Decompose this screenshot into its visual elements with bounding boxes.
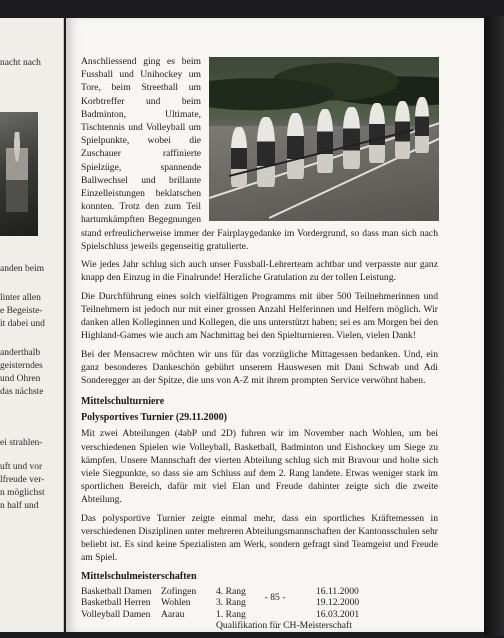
paragraph-5: Mit zwei Abteilungen (4abP und 2D) fuhren wir im November nach Wohlen, um bei verschiedenen Spielen wie Volleyball, Basketball, Badminton und Eishockey um Siege zu kämpfen. Unsere Mannschaft der vierten Abteilung schlug sich mit Bravour und holte sich viele Siegpunkte, so dass sie am Schluss auf dem 2. Rang landete. Etwas weniger stark im sportlichen Bereich, dafür mit viel Elan und Freude dahinter zeigte sich die zweite Abteilung. bbox=[81, 428, 438, 506]
left-page-text-fragment: lfreude ver- bbox=[0, 475, 45, 485]
left-page-text-fragment: anderthalb bbox=[0, 348, 41, 358]
result-rank: 3. Rang bbox=[216, 597, 246, 609]
result-date: 19.12.2000 bbox=[316, 597, 360, 609]
left-page-text-fragment: n möglichst bbox=[0, 488, 45, 498]
left-page-text-fragment: uft und vor bbox=[0, 462, 43, 472]
result-sport: Volleyball Damen bbox=[81, 608, 151, 620]
left-page-text-fragment: anden beim bbox=[0, 264, 45, 274]
left-page bbox=[0, 18, 64, 632]
section-heading: Mittelschulturniere bbox=[81, 396, 165, 408]
result-date: 16.11.2000 bbox=[316, 585, 359, 597]
result-rank: 4. Rang bbox=[216, 585, 246, 597]
result-row bbox=[81, 609, 438, 621]
paragraph-2: Wie jedes Jahr schlug sich auch unser Fussball-Lehrerteam achtbar und verpasste nur ganz knapp den Einzug in die Finalrunde! Herzliche Gratulation zu der tollen Leistung. bbox=[81, 259, 438, 284]
left-page-text-fragment: e Begeiste- bbox=[0, 306, 43, 316]
left-page-photo bbox=[0, 112, 38, 236]
qualification-note: Qualifikation für CH-Meisterschaft bbox=[216, 620, 352, 632]
paragraph-1: Anschliessend ging es beim Fussball und Unihockey um Tore, beim Streetball um Korbtreffer und beim Badminton, Ultimate, Tischtennis und Volleyball um Spielpunkte, wobei die Zuschauer raffinierte Spielzüge, spannende Ballwechsel und brillante Einzelleistungen beklatschen konnten. Trotz den zum Teil hartumkämpften Begegnungen stand erfreulicherweise immer der Fairplaygedanke im Vordergrund, so dass man sich nach Spielschluss jeweils gegenseitig gratulierte. bbox=[81, 56, 438, 252]
subsection-heading: Polysportives Turnier (29.11.2000) bbox=[81, 412, 227, 424]
paragraph-6: Das polysportive Turnier zeigte einmal mehr, dass ein sportliches Kräftemessen in verschiedenen Disziplinen unter mehreren Abteilungsmannschaften der Kantonsschulen sehr beliebt ist. Es sind keine Spezialisten am Werk, sondern gefragt sind Teamgeist und Freude am Spiel. bbox=[81, 512, 438, 564]
article-body bbox=[81, 55, 438, 632]
result-sport: Basketball Herren bbox=[81, 597, 151, 609]
result-date: 16.03.2001 bbox=[316, 608, 360, 620]
result-rank: 1. Rang bbox=[216, 608, 246, 620]
left-page-text-fragment: ei strahlen- bbox=[0, 438, 43, 448]
result-sport: Basketball Damen bbox=[81, 585, 152, 597]
page-number: - 85 - bbox=[264, 592, 286, 603]
paragraph-3: Die Durchführung eines solch vielfältigen Programms mit über 500 Teilnehmerinnen und Teilnehmern ist jedoch nur mit einer grossen Anzahl Helferinnen und Helfern möglich. Wir danken allen Kolleginnen und Kollegen, die uns unterstützt haben; sei es am Morgen bei den Highland-Games wie auch am Nachmittag bei den Spielturnieren. Vielen, vielen Dank! bbox=[81, 290, 438, 342]
result-place: Aarau bbox=[161, 608, 185, 620]
paragraph-4: Bei der Mensacrew möchten wir uns für das vorzügliche Mittagessen bedanken. Und, ein ganz besonderes Dankeschön gebührt unserem Hauswesen mit Dani Schwab und Adi Sonderegger an der Spitze, die uns von A-Z mit ihrem prompten Service verwöhnt haben. bbox=[81, 348, 438, 387]
book-edge bbox=[484, 16, 504, 636]
sports-photo bbox=[209, 57, 439, 221]
left-page-text-fragment: geisterndes bbox=[0, 361, 43, 371]
left-page-text-fragment: linter allen bbox=[0, 293, 41, 303]
right-page bbox=[66, 18, 484, 632]
result-place: Wohlen bbox=[161, 597, 191, 609]
left-page-text-fragment: das nächste bbox=[0, 387, 44, 397]
left-page-text-fragment: n half und bbox=[0, 501, 39, 511]
left-page-text-fragment: it dabei und bbox=[0, 319, 45, 329]
results-heading: Mittelschulmeisterschaften bbox=[81, 570, 197, 582]
left-page-text-fragment: nacht nach bbox=[0, 58, 41, 68]
result-place: Zofingen bbox=[161, 585, 197, 597]
left-page-text-fragment: und Ohren bbox=[0, 374, 41, 384]
